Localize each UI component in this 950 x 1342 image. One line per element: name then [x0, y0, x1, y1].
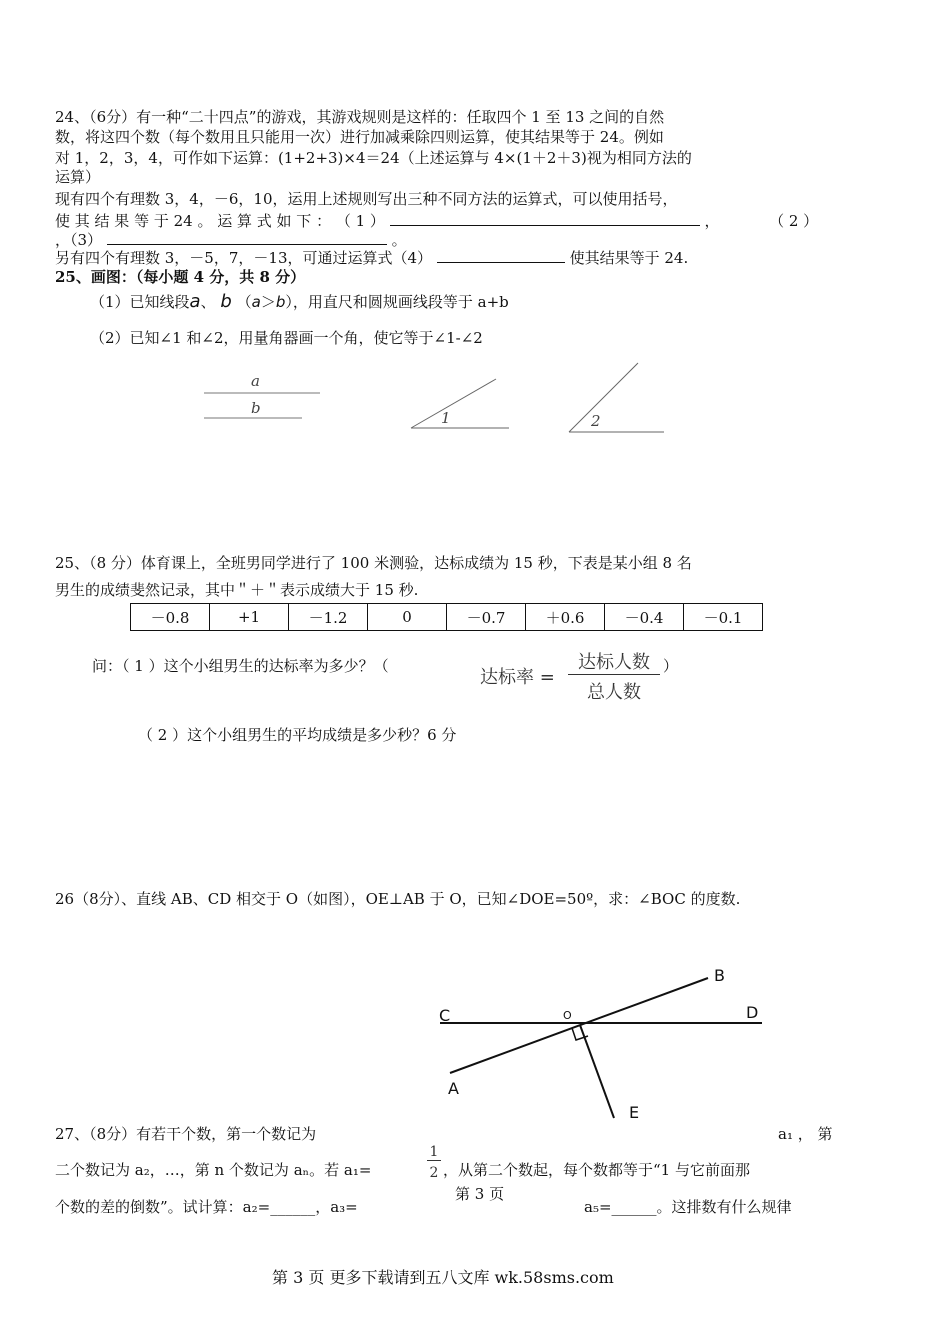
q25-pe-line-2: 男生的成绩斐然记录，其中＂＋＂表示成绩大于 15 秒.: [55, 581, 419, 599]
q24-line-2: 数，将这四个数（每个数用且只能用一次）进行加减乘除四则运算，使其结果等于 24。例如: [55, 128, 664, 146]
angle-1-label: 1: [441, 409, 451, 427]
q24-line-4: 运算）: [55, 168, 101, 186]
q25-pe-ask-2: （ 2 ）这个小组男生的平均成绩是多少秒？6 分: [138, 726, 457, 744]
q24-comma: ，: [704, 212, 720, 230]
q27-line-1-end: a₁ ， 第: [778, 1125, 833, 1143]
q25-draw-heading: 25、画图：（每小题 4 分，共 8 分）: [55, 268, 306, 286]
q24-line-5: 现有四个有理数 3，4，－6，10，运用上述规则写出三种不同方法的运算式，可以使用括号，: [55, 190, 678, 208]
line-ab: [450, 978, 708, 1073]
score-cell: +1: [210, 604, 289, 631]
q24-line-6-text: 使 其 结 果 等 于 24 。 运 算 式 如 下 ： （ 1 ）: [55, 212, 385, 230]
formula-denominator: 总人数: [587, 682, 641, 703]
point-o-label: O: [563, 1009, 572, 1022]
var-a: a: [189, 291, 201, 312]
var-a-compare: a: [251, 293, 261, 311]
inline-page-number: 第 3 页: [455, 1185, 505, 1203]
q27-line-2-end: ，从第二个数起，每个数都等于“1 与它前面那: [443, 1161, 750, 1179]
var-separator: 、: [200, 293, 216, 311]
q27-line-2: 二个数记为 a₂，…，第 n 个数记为 aₙ。若 a₁=: [55, 1161, 372, 1179]
segment-b-label: b: [251, 399, 261, 417]
part-1-text: （1）已知线段: [90, 293, 190, 311]
segment-a-label: a: [251, 372, 260, 390]
q24-period: 。: [391, 231, 407, 249]
q25-draw-part-2: （2）已知∠1 和∠2，用量角器画一个角，使它等于∠1-∠2: [90, 329, 483, 347]
page-footer: 第 3 页 更多下载请到五八文库 wk.58sms.com: [272, 1268, 614, 1287]
q25-pe-ask-1: 问：（ 1 ）这个小组男生的达标率为多少？（: [92, 657, 389, 675]
score-cell: －1.2: [289, 604, 368, 631]
q24-line-8-end: 使其结果等于 24.: [569, 249, 689, 267]
point-c-label: C: [439, 1006, 451, 1025]
formula-label: 达标率 =: [480, 667, 555, 688]
q24-item-2: （ 2 ）: [769, 212, 819, 230]
point-e-label: E: [629, 1103, 640, 1122]
greater-than: ＞: [260, 293, 276, 311]
q24-line-3: 对 1，2，3，4，可作如下运算：(1+2+3)×4＝24（上述运算与 4×(1＋2＋3)视为相同方法的: [55, 149, 692, 167]
q27-line-3: 个数的差的倒数”。试计算：a₂=______，a₃=: [55, 1198, 358, 1216]
score-cell: ＋0.6: [526, 604, 605, 631]
point-a-label: A: [448, 1079, 459, 1098]
point-b-label: B: [714, 966, 725, 985]
half-denominator: 2: [429, 1165, 439, 1181]
var-b: b: [220, 291, 232, 312]
q24-line-1: 24、（6分）有一种“二十四点”的游戏，其游戏规则是这样的：任取四个 1 至 13 之间的自然: [55, 108, 665, 126]
score-cell: －0.8: [131, 604, 210, 631]
part-1-end: ），用直尺和圆规画线段等于 a+b: [285, 293, 509, 311]
q27-line-1: 27、（8分）有若干个数，第一个数记为: [55, 1125, 317, 1143]
score-cell: 0: [368, 604, 447, 631]
score-cell: －0.1: [684, 604, 763, 631]
q25-pe-line-1: 25、（8 分）体育课上，全班男同学进行了 100 米测验，达标成绩为 15 秒，下表是某小组 8 名: [55, 554, 692, 572]
q24-line-8-text: 另有四个有理数 3，－5，7，－13，可通过运算式（4）: [55, 249, 433, 267]
point-d-label: D: [746, 1003, 759, 1022]
formula-numerator: 达标人数: [568, 648, 660, 675]
angle-2-label: 2: [591, 412, 601, 430]
half-numerator: 1: [427, 1144, 441, 1161]
q26-text: 26（8分）、直线 AB、CD 相交于 O（如图），OE⊥AB 于 O，已知∠DOE=50º，求：∠BOC 的度数.: [55, 890, 741, 908]
var-b-compare: b: [275, 293, 286, 311]
score-cell: －0.4: [605, 604, 684, 631]
paren-open: （: [236, 293, 252, 311]
score-cell: －0.7: [447, 604, 526, 631]
q25-pe-ask-1-end: ）: [663, 657, 679, 675]
q27-line-3-end: a₅=______。这排数有什么规律: [584, 1198, 792, 1216]
q24-item-3: ，（3）: [55, 231, 103, 249]
line-oe: [580, 1025, 614, 1118]
